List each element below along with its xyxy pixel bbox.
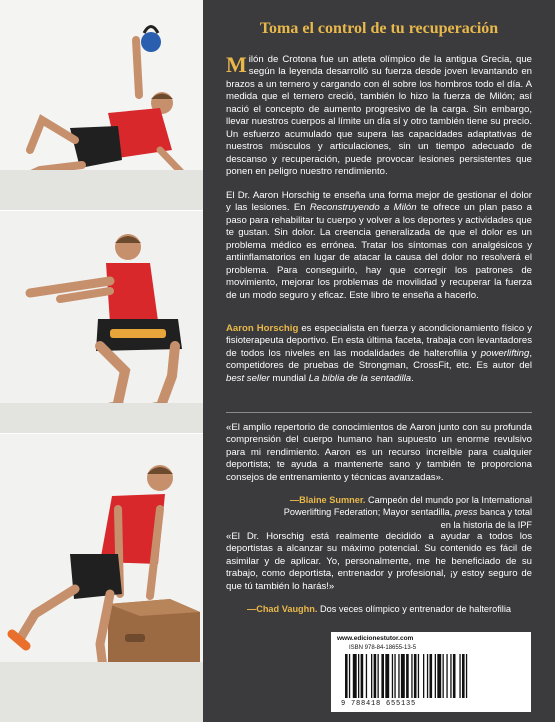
testimonial-1-credit-italic: press (454, 507, 478, 518)
method-paragraph (226, 190, 532, 302)
divider-rule (226, 412, 532, 413)
method-text-a: El Dr. Aaron Horschig te enseña una forma mejor de gestionar el dolor y las lesiones. En (226, 190, 532, 214)
barcode-bar (437, 654, 441, 698)
barcode-bar (349, 654, 350, 698)
drop-cap: M (226, 52, 247, 77)
cover-title: Toma el control de tu recuperación (259, 20, 499, 37)
barcode (331, 632, 531, 712)
barcode-bar (466, 654, 467, 698)
barcode-bar (385, 654, 389, 698)
isbn-number: ISBN 978-84-18655-13-5 (349, 645, 417, 651)
barcode-bar (418, 654, 419, 698)
method-text-b: te ofrece un plan paso a paso para rehabilitar tu cuerpo y volver a los deportes y actividades que te gustan. Sin dolor. La creencia generalizada de que el dolor es un problema médico es errónea. Tratar los síntomas con analgésicos y antiinflamatorios en lugar de atacar la causa del dolor no resolverá el problema. Para conseguirlo, hay que corregir los patrones de movimiento, mejorar los problemas de movilidad y recuperar la fuerza de un modo seguro y eficaz. Este libro te enseña a hacerlo. (226, 202, 532, 301)
squat-band-exercise-photo (0, 211, 203, 433)
barcode-bar (371, 654, 372, 698)
kettlebell-exercise-photo (0, 0, 203, 210)
intro-text: ilón de Crotona fue un atleta olímpico de la antigua Grecia, que según la leyenda desarrolló su fuerza desde joven levantando en brazos a un ternero y cargando con él sobre los hombros todo el día. A medida que el ternero creció, también lo hizo la fuerza de Milón; así nació el concepto de aumento progresivo de la carga. Sin embargo, llevar nuestros cuerpos al límite un día sí y otro también tiene su precio. Un esfuerzo acumulado que supera las capacidades adaptativas de nuestros músculos y articulaciones, sin un tiempo adecuado de descanso y recuperación, puede provocar lesiones persistentes que ponen en peligro nuestro rendimiento. (226, 54, 532, 178)
bio-text-a: es especialista en fuerza y acondicionamiento físico y fisioterapeuta deportivo. En esta última faceta, trabaja con levantadores de todos los niveles en las modalidades de halterofilia y (226, 323, 532, 359)
barcode-bar (443, 654, 444, 698)
testimonial-1-attribution (272, 494, 532, 531)
bio-text-b: , competidores de pruebas de Strongman, CrossFit, etc. Es autor del (226, 347, 532, 372)
barcode-bar (366, 654, 367, 698)
barcode-bar (361, 654, 364, 698)
barcode-bar (414, 654, 417, 698)
barcode-bar (381, 654, 384, 698)
publisher-website: www.edicionestutor.com (337, 635, 414, 642)
barcode-bar (378, 654, 379, 698)
bio-italic-bestseller: best seller (226, 372, 270, 384)
barcode-bar (411, 654, 412, 698)
barcode-bar (450, 654, 451, 698)
barcode-bar (462, 654, 465, 698)
barcode-bar (358, 654, 359, 698)
barcode-bar (401, 654, 405, 698)
testimonial-1-credit-b: banca y total en la historia de la IPF (440, 507, 532, 530)
testimonial-1-credit-a: Campeón del mundo por la International Powerlifting Federation; Mayor sentadilla, (283, 495, 532, 518)
barcode-digits: 9 788418 655135 (341, 700, 417, 708)
testimonial-1-name: —Blaine Sumner. (289, 495, 366, 505)
testimonial-2-attribution (247, 603, 537, 615)
barcode-bar (423, 654, 424, 698)
barcode-bar (427, 654, 428, 698)
testimonial-2-credit: Dos veces olímpico y entrenador de halterofilia (317, 604, 512, 614)
barcode-bar (459, 654, 460, 698)
testimonial-2-text: «El Dr. Horschig está realmente decidido a ayudar a todos los deportistas a alcanzar su máximo potencial. Su contenido es fácil de asimilar y de aplicar. Yo, personalmente, me he beneficiado de su trabajo, como deportista, entrenador y profesional, ¡y estoy seguro de que tú también lo harás!» (226, 531, 532, 592)
box-lunge-exercise-photo (0, 434, 203, 722)
testimonial-2-name: —Chad Vaughn. (247, 604, 318, 614)
exercise-photos-column (0, 0, 203, 722)
barcode-bar (398, 654, 399, 698)
bio-italic-powerlifting: powerlifting (480, 347, 530, 359)
barcode-bar (374, 654, 377, 698)
intro-paragraph (226, 54, 532, 179)
testimonial-2 (226, 531, 532, 593)
bio-text-d: . (411, 372, 414, 384)
book-title-italic: Reconstruyendo a Milón (309, 202, 417, 214)
bio-text-c: mundial (269, 372, 309, 384)
barcode-bar (406, 654, 409, 698)
barcode-icon (345, 654, 517, 698)
barcode-bar (394, 654, 395, 698)
barcode-bar (446, 654, 447, 698)
barcode-bar (392, 654, 393, 698)
barcode-bar (453, 654, 456, 698)
bio-italic-book: La biblia de la sentadilla (308, 372, 412, 384)
barcode-bar (345, 654, 348, 698)
author-name: Aaron Horschig (226, 323, 299, 334)
back-cover-text-panel (203, 0, 555, 722)
barcode-bar (353, 654, 357, 698)
barcode-bar (435, 654, 436, 698)
testimonial-1 (226, 422, 532, 484)
barcode-bar (430, 654, 433, 698)
author-bio-paragraph (226, 323, 532, 385)
testimonial-1-text: «El amplio repertorio de conocimientos de Aaron junto con su profunda comprensión del cuerpo humano han supuesto un enorme revulsivo para mi rendimiento. Aaron es un recurso increíble para cualquier deportista; te ayuda a mantenerte sano y también te proporciona consejos de entrenamiento y técnicas avanzadas». (226, 422, 532, 483)
